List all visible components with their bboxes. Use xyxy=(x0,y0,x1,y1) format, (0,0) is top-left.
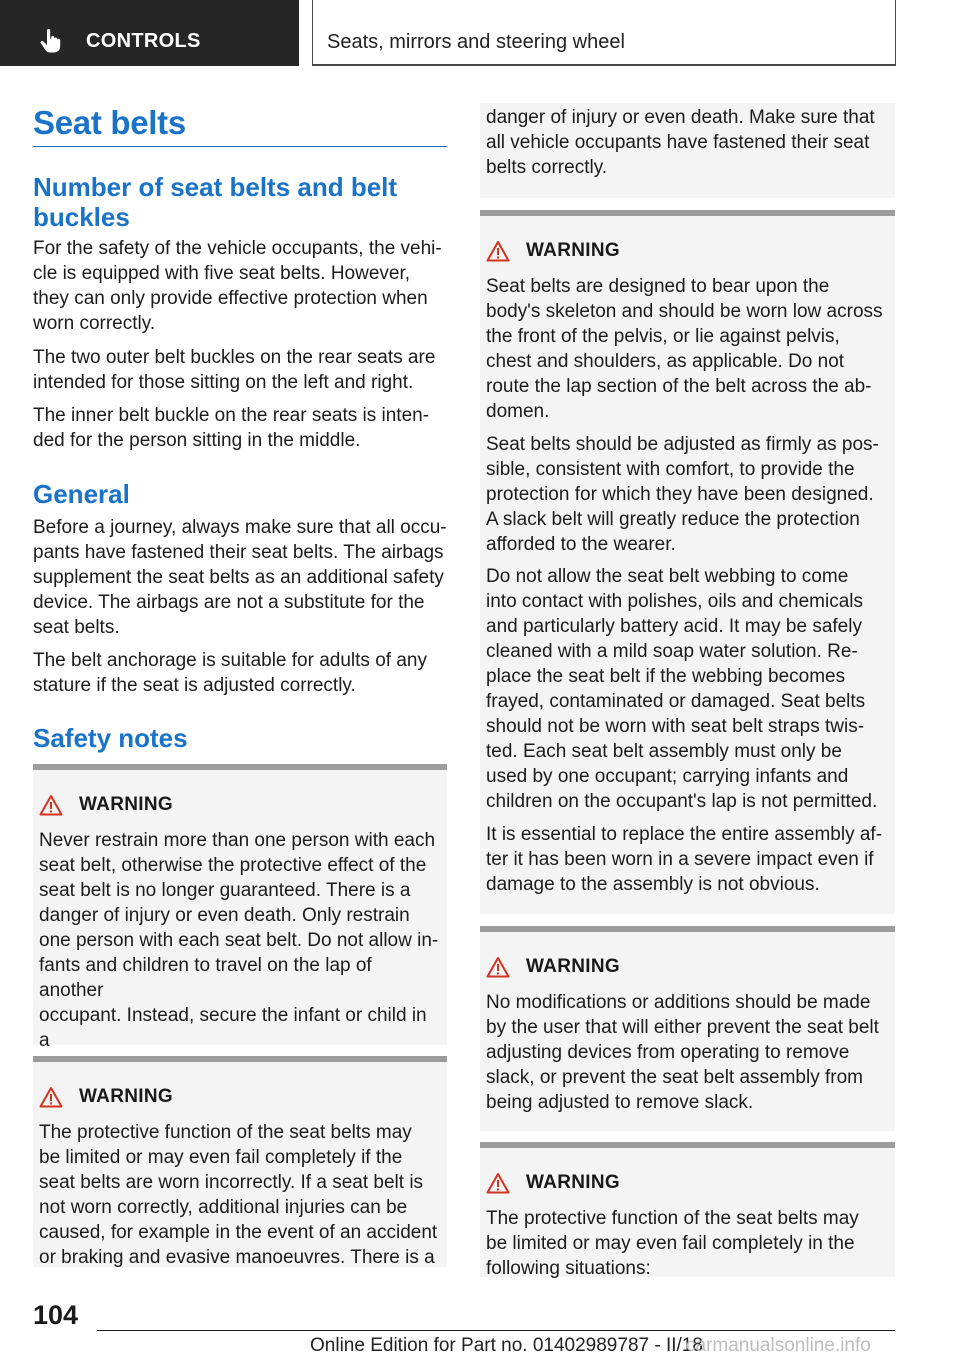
warning-box-5 xyxy=(480,1142,895,1277)
warning-label: WARNING xyxy=(526,240,620,261)
warning-box-4 xyxy=(480,926,895,1131)
watermark-text: carmanualsonline.info xyxy=(686,1335,871,1356)
warning-box-2 xyxy=(33,1056,447,1267)
warning-header xyxy=(486,1172,620,1194)
paragraph-number-1: For the safety of the vehicle occupants, the vehi‐ cle is equipped with five seat belts. However, they can only provide effective protection when worn correctly. xyxy=(33,238,442,334)
warning-header xyxy=(39,1086,173,1108)
paragraph-general-2: The belt anchorage is suitable for adults of any stature if the seat is adjusted correctly. xyxy=(33,650,427,696)
warning-label: WARNING xyxy=(526,956,620,977)
warning-text-2-continued: danger of injury or even death. Make sure that all vehicle occupants have fastened their seat belts correctly. xyxy=(486,107,875,178)
warning-text-5: The protective function of the seat belts may be limited or may even fail completely in the following situations: xyxy=(486,1208,859,1279)
warning-header xyxy=(486,956,620,978)
section-heading-number: Number of seat belts and belt buckles xyxy=(33,172,398,232)
paragraph-number-3: The inner belt buckle on the rear seats is inten‐ ded for the person sitting in the middle. xyxy=(33,405,430,451)
warning-triangle-icon xyxy=(39,1086,63,1108)
warning-label: WARNING xyxy=(79,794,173,815)
warning-triangle-icon xyxy=(486,956,510,978)
warning-text-1: Never restrain more than one person with each seat belt, otherwise the protective effect of the seat belt is no longer guaranteed. There is a danger of injury or even death. Only restrain one person with each seat belt. Do not allow in‐ fants and children to travel on the lap of another occupant. Instead, secure the infant or child in a xyxy=(39,830,439,1051)
footer-divider xyxy=(97,1330,895,1331)
section-heading-safety: Safety notes xyxy=(33,723,188,753)
page-header xyxy=(0,0,960,66)
warning-text-3-4: It is essential to replace the entire assembly af‐ ter it has been worn in a severe impact even if damage to the assembly is not obvious. xyxy=(486,824,883,895)
warning-triangle-icon xyxy=(39,794,63,816)
warning-header xyxy=(486,240,620,262)
paragraph-number-2: The two outer belt buckles on the rear seats are intended for those sitting on the left and right. xyxy=(33,347,436,393)
page-title: Seat belts xyxy=(33,104,186,141)
page-number: 104 xyxy=(33,1300,79,1330)
warning-box-1 xyxy=(33,764,447,1051)
warning-box-2-continued xyxy=(480,103,895,198)
warning-text-3-2: Seat belts should be adjusted as firmly as pos‐ sible, consistent with comfort, to provide the protection for which they have been designed. A slack belt will greatly reduce the protection afforded to the wearer. xyxy=(486,434,879,555)
paragraph-general-1: Before a journey, always make sure that all occu‐ pants have fastened their seat belts. The airbags supplement the seat belts as an additional safety device. The airbags are not a substitute for the seat belts. xyxy=(33,517,447,638)
warning-text-3-3: Do not allow the seat belt webbing to come into contact with polishes, oils and chemicals and particularly battery acid. It may be safely cleaned with a mild soap water solution. Re‐ place the seat belt if the webbing becomes frayed, contaminated or damaged. Seat belts should not be worn with seat belt straps twis‐ ted. Each seat belt assembly must only be used by one occupant; carrying infants and children on the occupant's lap is not permitted. xyxy=(486,566,878,812)
hand-pointer-icon xyxy=(40,29,62,53)
title-divider xyxy=(33,146,447,147)
warning-text-3-1: Seat belts are designed to bear upon the body's skeleton and should be worn low across the front of the pelvis, or lie against pelvis, chest and shoulders, as applicable. Do not route the lap section of the belt across the ab‐ domen. xyxy=(486,276,883,422)
chapter-title: Seats, mirrors and steering wheel xyxy=(327,31,625,53)
section-tab-label: CONTROLS xyxy=(86,30,201,52)
warning-triangle-icon xyxy=(486,1172,510,1194)
edition-text: Online Edition for Part no. 01402989787 - II/18 xyxy=(310,1335,703,1356)
warning-label: WARNING xyxy=(79,1086,173,1107)
warning-box-3 xyxy=(480,210,895,914)
section-heading-general: General xyxy=(33,479,130,509)
warning-header xyxy=(39,794,173,816)
chapter-title-box xyxy=(312,0,896,66)
warning-text-4: No modifications or additions should be made by the user that will either prevent the seat belt adjusting devices from operating to remove slack, or prevent the seat belt assembly from being adjusted to remove slack. xyxy=(486,992,879,1113)
warning-triangle-icon xyxy=(486,240,510,262)
warning-text-2: The protective function of the seat belts may be limited or may even fail completely if the seat belts are worn incorrectly. If a seat belt is not worn correctly, additional injuries can be caused, for example in the event of an accident or braking and evasive manoeuvres. There is a xyxy=(39,1122,438,1268)
warning-label: WARNING xyxy=(526,1172,620,1193)
section-tab xyxy=(0,0,299,66)
